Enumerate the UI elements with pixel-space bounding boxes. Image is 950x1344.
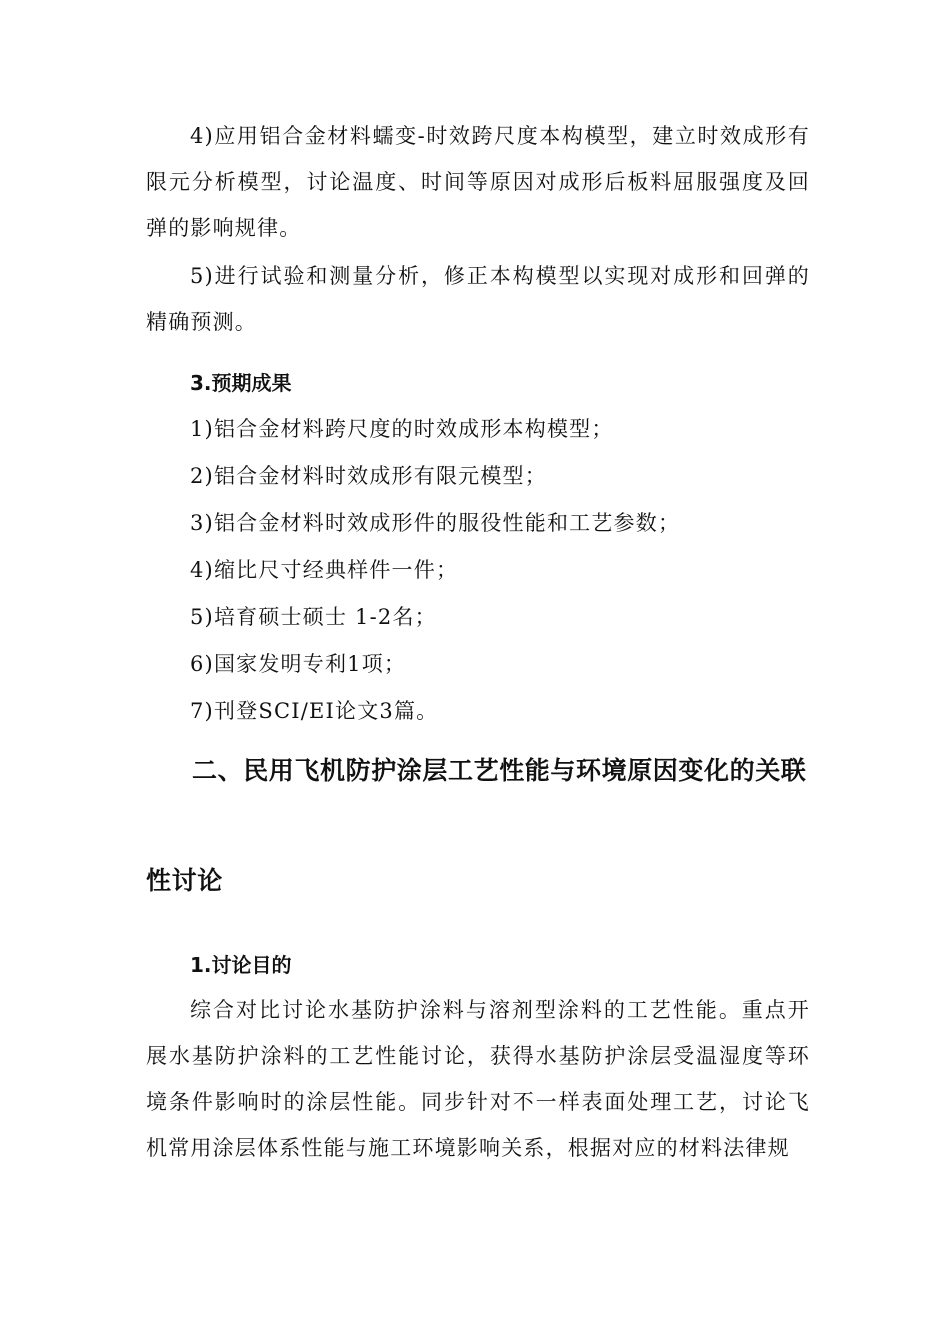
result-item-6: 6)国家发明专利1项； [190, 652, 407, 676]
paragraph-item-5: 5)进行试验和测量分析，修正本构模型以实现对成形和回弹的精确预测。 [146, 264, 810, 334]
result-item-1: 1)铝合金材料跨尺度的时效成形本构模型； [190, 417, 614, 441]
result-item-2: 2)铝合金材料时效成形有限元模型； [190, 464, 547, 488]
heading-expected-results: 3.预期成果 [190, 371, 292, 395]
paragraph-item-4: 4)应用铝合金材料蠕变-时效跨尺度本构模型，建立时效成形有限元分析模型，讨论温度、时间等原因对成形后板料屈服强度及回弹的影响规律。 [146, 124, 810, 240]
result-item-5: 5)培育硕士硕士 1-2名； [190, 605, 437, 629]
heading-purpose: 1.讨论目的 [190, 953, 292, 977]
result-item-7: 7)刊登SCI/EI论文3篇。 [190, 699, 439, 723]
section-title: 二、民用飞机防护涂层工艺性能与环境原因变化的关联性讨论 [146, 756, 807, 895]
result-item-4: 4)缩比尺寸经典样件一件； [190, 558, 459, 582]
result-item-3: 3)铝合金材料时效成形件的服役性能和工艺参数； [190, 511, 681, 535]
paragraph-purpose: 综合对比讨论水基防护涂料与溶剂型涂料的工艺性能。重点开展水基防护涂料的工艺性能讨论，获得水基防护涂层受温湿度等环境条件影响时的涂层性能。同步针对不一样表面处理工艺，讨论飞机常用涂层体系性能与施工环境影响关系，根据对应的材料法律规 [146, 998, 810, 1160]
